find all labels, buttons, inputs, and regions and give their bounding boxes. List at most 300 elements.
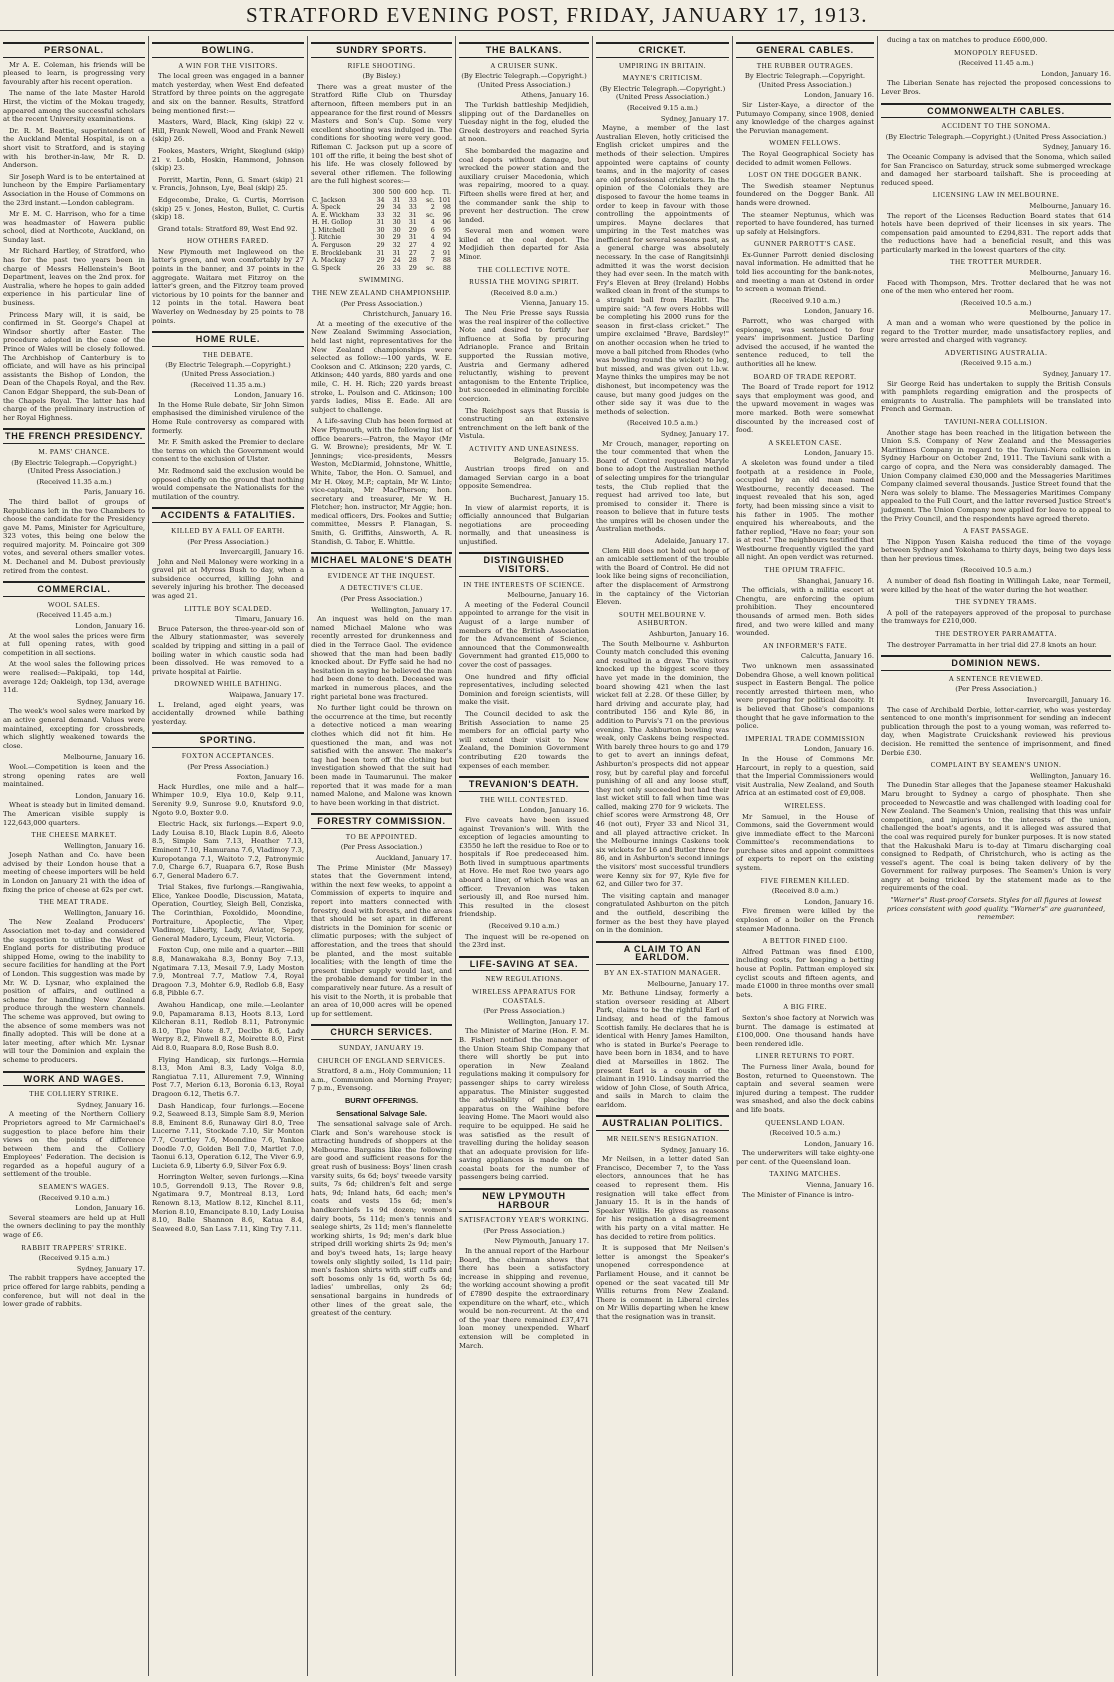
received-time: (Received 10.5 a.m.) <box>960 298 1032 307</box>
dateline: Bucharest, January 15. <box>509 493 589 502</box>
table-cell: 24 <box>392 256 401 265</box>
section-head-commercial: COMMERCIAL. <box>3 581 145 597</box>
table-cell: 32 <box>392 241 401 250</box>
subhead: WOMEN FELLOWS. <box>769 139 841 148</box>
dateline: Vienna, January 15. <box>521 299 589 308</box>
table-cell: 34 <box>376 195 385 204</box>
table-cell: 94 <box>442 233 451 242</box>
section-head-church: CHURCH SERVICES. <box>311 1024 452 1040</box>
table-cell: 34 <box>392 203 401 212</box>
score-header-cell: 600 <box>404 187 417 196</box>
table-cell: G. Speck <box>312 263 341 272</box>
section-head-general-cables: GENERAL CABLES. <box>736 42 874 58</box>
table-cell: 2 <box>430 248 435 257</box>
paragraph: A man and a woman who were questioned by the police in regard to the Trotter murder, made unsatisfactory replies, and were arrested and charged with vagrancy. <box>881 319 1111 345</box>
paragraph: Mr. F. Smith asked the Premier to declare the terms on which the Government would consent to the exclusion of Ulster. <box>152 438 304 464</box>
subhead: ADVERTISING AUSTRALIA. <box>944 348 1048 357</box>
paragraph: Wool.—Competition is keen and the strong opening rates are well maintained. <box>3 762 145 789</box>
subhead: KILLED BY A FALL OF EARTH. <box>171 526 285 535</box>
masthead: STRATFORD EVENING POST, FRIDAY, JANUARY 17, 1913. <box>0 0 1114 31</box>
subhead: COMPLAINT BY SEAMEN'S UNION. <box>930 761 1062 770</box>
table-cell: 32 <box>392 210 401 219</box>
paragraph: John and Neil Maloney were working in a gravel pit at Myross Bush to day, when a subsidence occurred, killing John and severely injuring his brother. The deceased was aged 21. <box>152 557 304 601</box>
table-cell: 95 <box>442 225 451 234</box>
paragraph: Wheat is steady but in limited demand. The American visible supply is 122,643,000 quarters. <box>3 801 145 827</box>
dateline: Auckland, January 17. <box>375 854 452 863</box>
subhead: BY AN EX-STATION MANAGER. <box>603 968 722 977</box>
dateline: Melbourne, January 16. <box>63 753 145 762</box>
section-head-balkans: THE BALKANS. <box>459 42 589 58</box>
table-cell: 31 <box>376 218 385 227</box>
paragraph: A Life-saving Club has been formed at New Plymouth, with the following list of office bearers:—Patron, the Mayor (Mr G. W. Browne); presidents, Mr W. T. Jennings; vice-presidents, Messrs Weston, McDiarmid, Johnstone, Whittle, White, Tabor, the Hon. O. Samuel, and Mr H. Okey, M.P.; captain, Mr W. Linto; vice-captain, Mr MacPherson; hon. secretary and treasurer, Mr W. H. Fletcher; hon. instructor, Mr Aggie; hon. medical officers, Drs. Fookes and Suttie; committee, Messrs P. Flanagan, S. Smith, G. Griffiths, Ainsworth, A. R. Standish, G. Tabor, E. Whittle. <box>311 417 452 546</box>
paragraph: A meeting of the Federal Council appointed to arrange for the visit in August of a large number of members of the British Association for the Advancement of Science, announced that the Commonwealth Government had granted £15,000 to cover the cost of passages. <box>459 600 589 669</box>
section-head-personal: PERSONAL. <box>3 42 145 58</box>
paragraph: Mr A. E. Coleman, his friends will be pleased to learn, is progressing very favourably after his recent operation. <box>3 60 145 86</box>
table-cell: 33 <box>392 263 401 272</box>
subhead: GUNNER PARROTT'S CASE. <box>753 240 857 249</box>
section-head-harbour: NEW LPYMOUTH HARBOUR <box>459 1188 589 1212</box>
paragraph: The Oceanic Company is advised that the Sonoma, which sailed for San Francisco on Saturday, struck some submerged wreckage and damaged her starboard tailshaft. She is proceeding at reduced speed. <box>881 152 1111 187</box>
subhead: DROWNED WHILE BATHING. <box>174 680 282 689</box>
column-4 <box>455 36 592 1676</box>
paragraph: The inquest will be re-opened on the 23rd inst. <box>459 932 589 950</box>
section-head-commonwealth: COMMONWEALTH CABLES. <box>881 103 1111 119</box>
received-time: (Received 10.5 a.m.) <box>769 1129 841 1138</box>
subhead: TAVIUNI-NERA COLLISION. <box>944 417 1048 426</box>
table-cell: sc. <box>425 195 435 204</box>
dateline: Melbourne, January 17. <box>1029 309 1111 318</box>
table-cell: 29 <box>376 203 385 212</box>
dateline: London, January 16. <box>75 622 145 631</box>
subhead: IN THE INTERESTS OF SCIENCE. <box>463 580 585 589</box>
dateline: Calcutta, January 16. <box>800 652 874 661</box>
paragraph: Alfred Pattman was fined £100, including costs, for keeping a betting house at Poplin. Pattman employed six cyclist scouts and fifteen agents, and made £1000 in three months over small bets. <box>736 947 874 999</box>
column-1 <box>0 36 148 1676</box>
subhead: THE WILL CONTESTED. <box>479 795 569 804</box>
score-header-cell: Tl. <box>442 187 451 196</box>
dateline: Vienna, January 16. <box>806 1181 874 1190</box>
subhead: WIRELESS APPARATUS FOR COASTALS. <box>472 988 576 1005</box>
table-cell: 29 <box>376 241 385 250</box>
paragraph: Austrian troops fired on and damaged Servian cargo in a boat opposite Semendrea. <box>459 465 589 491</box>
dateline: Foxton, January 16. <box>236 773 304 782</box>
paragraph: Another stage has been reached in the litigation between the Union S.S. Company of New Zealand and the Messageries Maritimes Company in regard to the Taviuni-Nera collision in Sydney Harbour on October 2nd, 1911. The Taviuni sank with a cargo of copra, and the Nera was considerably damaged. The Union Company claimed £30,000 and the Messageries Maritimes Company claimed several thousands. Justice Street found that the Nera was solely to blame. The Messageries Maritimes Company appealed to the Full Court, and the latter reversed Justice Street's judgment. The Union Company now applied for leave to appeal to the Privy Council, and the respondents have agreed thereto. <box>881 428 1111 523</box>
paragraph: Sir George Reid has undertaken to supply the British Consuls with pamphlets regarding emigration and the prospects of emigrants to Australia. The pamphlets will be translated into French and German. <box>881 379 1111 414</box>
column-2 <box>148 36 307 1676</box>
paragraph: Five firemen were killed by the explosion of a boiler on the French steamer Madonna. <box>736 907 874 933</box>
paragraph: Horrington Welter, seven furlongs.—Kina 10.5, Gorrendoll 9.13, The Rover 9.8, Ngatimara 9.7, Montreal 8.13, Lord Renown 8.13, Matlow 8.12, Kinchel 8.11, Merion 8.10, Emancipate 8.10, Lady Louisa 8.10, Balle Shannon 8.6, Katua 8.4, Seaweed 8.0, San Lass 7.11, King Try 7.11. <box>152 1173 304 1233</box>
subhead: MAYNE'S CRITICISM. <box>622 74 703 83</box>
table-cell: A. Speck <box>312 203 341 212</box>
credit-line: (Per Press Association.) <box>483 1007 565 1016</box>
section-head-sundry-sports: SUNDRY SPORTS. <box>311 42 452 58</box>
dateline: London, January 16. <box>519 806 589 815</box>
paragraph: She bombarded the magazine and coal depots without damage, but wrecked the power station and the auxiliary cruiser Macedonia, which was repairing, moored to a quay. Fifteen shells were fired at her, and the commander sank the ship to prevent her destruction. The crew landed. <box>459 146 589 224</box>
subhead: A WIN FOR THE VISITORS. <box>178 61 278 70</box>
paragraph: The destroyer Parramatta in her trial did 27.8 knots an hour. <box>887 640 1097 649</box>
table-cell: 96 <box>442 218 451 227</box>
dateline: Sydney, January 17. <box>1042 370 1111 378</box>
subhead: WIRELESS. <box>784 801 826 810</box>
section-head-trevanion: TREVANION'S DEATH. <box>459 776 589 792</box>
credit-line: (By Electric Telegraph.—Copyright.) (United Press Association.) <box>461 72 587 89</box>
dateline: Melbourne, January 16. <box>1029 269 1111 278</box>
paragraph: In the Home Rule debate, Sir John Simon emphasised the diminished virulence of the Home Rule controversy as compared with formerly. <box>152 400 304 435</box>
table-cell: 33 <box>408 203 417 212</box>
table-cell: A. Ferguson <box>312 241 352 250</box>
subhead: ACCIDENT TO THE SONOMA. <box>941 122 1051 131</box>
dateline: New Plymouth, January 17. <box>494 1237 589 1246</box>
table-cell: 31 <box>376 248 385 257</box>
dateline: Adelaide, January 17. <box>654 537 729 546</box>
paragraph: Edgecombe, Drake, G. Curtis, Morrison (skip) 25 v. Jones, Heston, Bullet, C. Curtis (skip) 18. <box>152 195 304 222</box>
subhead: LOST ON THE DOGGER BANK. <box>748 171 862 180</box>
dateline: Wellington, January 16. <box>64 841 145 850</box>
paragraph: No further light could be thrown on the occurrence at the time, but recently a detective noticed a man wearing clothes which did not fit him. He questioned the man, and was not satisfied with the answer. The maker's tag had been torn off the clothing but investigation showed that the suit had been made in Taumarunui. The maker reported that it was made for a man named Malone, and Malone was known to have been working in that district. <box>311 704 452 807</box>
dateline: Athens, January 16. <box>521 91 589 100</box>
table-cell: 4 <box>430 218 435 227</box>
table-cell: 7 <box>430 256 435 265</box>
table-cell: 30 <box>376 233 385 242</box>
table-cell: C. Jackson <box>312 195 346 204</box>
dateline: Melbourne, January 16. <box>1029 201 1111 210</box>
paragraph: Fookes, Masters, Wright, Skeglund (skip) 21 v. Lobb, Hoskin, Hammond, Johnson (skip) 23. <box>152 146 304 173</box>
section-head-malone: MICHAEL MALONE'S DEATH <box>311 552 452 568</box>
dateline: Invercargill, January 16. <box>219 548 304 557</box>
paragraph: Grand totals: Stratford 89, West End 92. <box>158 224 298 233</box>
paragraph: ducing a tax on matches to produce £600,000. <box>887 36 1048 44</box>
paragraph: Princess Mary will, it is said, be confirmed in St. George's Chapel at Windsor shortly after Easter. The procedure adopted in the case of the Prince of Wales will be closely followed. The Archbishop of Canterbury is to officiate, and will have as his principal assistants the Bishop of London, the Dean of the Chapels Royal, and the Rev. Canon Edgar Sheppard, the sub-Dean of the Chapels Royal. The latter has had charge of the preliminary instruction of her Royal Highness. <box>3 310 145 422</box>
dateline: Belgrade, January 15. <box>513 455 589 464</box>
advertisement: "Warner's" Rust-proof Corsets. Styles for all figures at lowest prices consistent with good quality. "Warner's" are guaranteed, remember. <box>886 896 1106 922</box>
table-cell: 29 <box>408 263 417 272</box>
paragraph: A meeting of the Northern Colliery Proprietors agreed to Mr Carmichael's suggestion to place before him their views on the points of difference between them and the Colliery Employees' Federation. The decision is regarded as a hopeful augury of a settlement of the trouble. <box>3 1110 145 1179</box>
subhead: THE COLLECTIVE NOTE. <box>477 265 571 274</box>
table-cell: 30 <box>392 218 401 227</box>
dateline: Melbourne, January 16. <box>507 591 589 600</box>
paragraph: A skeleton was found under a tiled footpath at a residence in Poole, occupied by an old man named Westbourne, recently deceased. The inquest revealed that his son, aged forty, had been missing since a visit to his father in 1905. The mother enquired his whereabouts, and the father replied, "Have no fear; your son is at rest." The neighbours testified that Westbourne frequently vigiled the yard all night. An open verdict was returned. <box>736 458 874 562</box>
paragraph: The Liberian Senate has rejected the proposed concessions to Lever Bros. <box>881 79 1111 96</box>
section-head-dominion: DOMINION NEWS. <box>881 655 1111 671</box>
credit-line: (By Electric Telegraph.—Copyright.) (United Press Association.) <box>599 84 726 102</box>
paragraph: Mayne, a member of the last Australian Eleven, hotly criticised the English cricket umpires and the methods of their selection. Umpires appointed were captains of county teams, and in the majority of cases are old professional cricketers. In the opinion of the Colonials they are disposed to favour the home teams in order to keep in favour with those controlling the appointments of umpires. Mayne declares that umpiring in the Test matches was inefficient for several seasons past, as a general charge was absolutely necessary. In the case of Rangitsinhji admitted it was the worst decision they had ever seen. In the match with Fry's Eleven at Brey (Ireland) Hobbs walked clean in front of the stumps to a straight ball from Hazlitt. The umpire said: "A few overs Hobbs will be completing his 2000 runs for the season in first-class cricket." The umpire exclaimed "Brave, Bardsley!" on another occasion when he tried to move a ball pitched from Rhodes (who was bowling round the wicket) to leg, but missed, and was given out l.b.w. Mayne thinks the umpires may be not dishonest, but incompetency was the cause, but many good judges on the other side say it was due to the methods of selection. <box>596 124 729 416</box>
subhead: HOW OTHERS FARED. <box>187 237 269 246</box>
score-body <box>311 197 452 273</box>
paragraph: Parrott, who was charged with espionage, was sentenced to four years' imprisonment. Justice Darling advised the accused, if he wanted the sentence reduced, to tell the authorities all he knew. <box>736 317 874 368</box>
dateline: London, January 15. <box>804 449 874 458</box>
table-cell: 2 <box>430 203 435 212</box>
paragraph: One hundred and fifty official representatives, including selected Dominion and foreign scientists, will make the visit. <box>459 672 589 707</box>
paragraph: The rabbit trappers have accepted the price offered for large rabbits, pending a conference, but will not deal in the lower grade of rabbits. <box>3 1274 145 1309</box>
dateline: Paris, January 16. <box>83 488 145 497</box>
table-row <box>311 265 452 273</box>
subhead: QUEENSLAND LOAN. <box>765 1118 845 1127</box>
credit-line: (Per Press Association.) <box>483 1226 565 1235</box>
received-time: (Received 9.15 a.m.) <box>960 359 1032 368</box>
credit-line: (By Electric Telegraph.—Copyright.) (United Press Association.) <box>165 361 291 378</box>
paragraph: Masters, Ward, Black, King (skip) 22 v. Hill, Frank Newell, Wood and Frank Newell (skip) 26. <box>152 118 304 144</box>
dateline: Wellington, January 17. <box>508 1017 589 1026</box>
paragraph: The Reichpost says that Russia is constructing an extensive entrenchment on the left bank of the Vistula. <box>459 406 589 441</box>
credit-line: (By Bisley.) <box>362 72 401 81</box>
paragraph: At the wool sales the prices were firm at full opening rates, with good competition in all sections. <box>3 631 145 657</box>
paragraph: The Neu Frie Presse says Russia was the real inspirer of the collective Note and desired to fortify her influence at Sofia by procuring Adrianople. France and Britain supported the Russian motive, Austria and Germany adhered reluctantly, wishing to prevent antagonism to the Entente Triplice, but succeeded in eliminating forcible coercion. <box>459 309 589 403</box>
dateline: Sydney, January 16. <box>76 697 145 706</box>
credit-line: (Per Press Association.) <box>340 595 423 604</box>
table-cell: 29 <box>392 233 401 242</box>
paragraph: Joseph Nathan and Co. have been advised by their London house that a meeting of cheese importers will be held in London on January 21 with the idea of fixing the price of cheese at 62s per cwt. <box>3 851 145 894</box>
dateline: Sydney, January 16. <box>1042 143 1111 152</box>
dateline: London, January 16. <box>234 391 304 400</box>
dateline: London, January 16. <box>75 791 145 800</box>
paragraph: The Furness liner Avala, bound for Boston, returned to Queenstown. The captain and several seamen were injured during a tempest. The rudder was smashed, and also the deck cabins and life boats. <box>736 1062 874 1114</box>
dateline: Christchurch, January 16. <box>362 310 452 319</box>
table-cell: 98 <box>442 203 451 212</box>
paragraph: Sir Lister-Kaye, a director of the Putumayo Company, since 1908, denied any knowledge of the charges against the Peruvian management. <box>736 100 874 135</box>
paragraph: Porritt, Martin, Penn, G. Smart (skip) 21 v. Francis, Johnson, Lye, Beal (skip) 25. <box>152 175 304 193</box>
paragraph: The New Zealand Producers' Association met to-day and considered the suggestion to utilise the West of England ports for distributing produce shipped Home, owing to the inability to secure facilities for handling at the Port of London. This suggestion was made by Mr. W. D. Lysnar, who explained the position of affairs, and outlined a scheme for handling New Zealand produce through the western channels. The scheme was approved, but owing to the absence of some members was not finally adopted. This will be done at a later meeting, after which Mr. Lysnar will tour the Dominion and explain the scheme to producers. <box>3 918 145 1064</box>
column-3 <box>307 36 455 1676</box>
paragraph: The visiting captain and manager congratulated Ashburton on the pitch and the outfield, describing the former as the best they have played on in the dominion. <box>596 891 729 935</box>
subhead: EVIDENCE AT THE INQUEST. <box>327 571 436 580</box>
table-cell: 29 <box>408 225 417 234</box>
paragraph: Several steamers are held up at Hull the owners declining to pay the monthly wage of £6. <box>3 1213 145 1240</box>
paragraph: Foxton Cup, one mile and a quarter.—Bill 8.8, Manawakaha 8.3, Bonny Boy 7.13, Ngatimara 7.13, Mesail 7.9, Lady Moston 7.9, Montreal 7.7, Matlow 7.4, Royal Dragoon 7.3, Mohter 6.9, Redlob 6.8, Easy 6.8, Pibble 6.7. <box>152 946 304 998</box>
paragraph: Stratford, 8 a.m., Holy Communion; 11 a.m., Communion and Morning Prayer; 7 p.m., Evensong. <box>311 1067 452 1093</box>
subhead: LITTLE BOY SCALDED. <box>184 604 272 613</box>
paragraph: Two unknown men assassinated Dobendra Ghose, a well known political suspect in Eastern Bengal. The police recently arrested thirteen men, who were preparing for political dacoity. It is believed that Ghose's companions thought that he gave information to the police. <box>736 662 874 731</box>
credit-line: (Per Press Association.) <box>340 299 423 308</box>
paragraph: Dr. R. M. Beattie, superintendent of the Auckland Mental Hospital, is on a short visit to Stratford, and is staying with his brother-in-law, Mr R. D. Anderson. <box>3 126 145 170</box>
subhead: A CRUISER SUNK. <box>490 61 558 70</box>
subhead: SWIMMING. <box>358 276 405 285</box>
paragraph: Trial Stakes, five furlongs.—Rangiwahia, Elice, Yankee Doodle, Discussion, Matata, Operation, Courtley, Sleigh Bell, Conziska, The Corinthian, Foxoldido, Moondine, Portraiture, Apoplectic, The Viper, Vladimoy, Liberty, Lady, Aviator, Sepoy, General Madero, Lyceum, Fleur, Victoria. <box>152 883 304 943</box>
paragraph: Sir Joseph Ward is to be entertained at luncheon by the Empire Parliamentary Association in the House of Commons on the 23rd instant.—London cablegram. <box>3 172 145 207</box>
section-head-home-rule: HOME RULE. <box>152 331 304 347</box>
paragraph: A number of dead fish floating in Willingah Lake, near Termeil, were killed by the heat of the water during the hot weather. <box>881 577 1111 594</box>
section-head-earldom: A CLAIM TO AN EARLDOM. <box>596 941 729 965</box>
paragraph: Dash Handicap, four furlongs.—Eocene 9.2, Seaweed 8.13, Simple Sam 8.9, Merion 8.8, Eminent 8.6, Runaway Girl 8.0, Tree Lucerne 7.11, Stockade 7.10, Sir Monton 7.7, Courtley 7.6, Moondine 7.6, Yankee Doodle 7.0, Golden Bell 7.0, Martlet 7.0, Taonui 6.13, Operation 6.12, The Viver 6.9, Lucieta 6.9, Liberty 6.9, Silver Fox 6.9. <box>152 1101 304 1170</box>
table-cell: A. Mackay <box>312 256 346 265</box>
received-time: (Received 10.5 a.m.) <box>960 566 1032 575</box>
paragraph: Bruce Paterson, the three-year-old son of the Albury stationmaster, was severely scalded by tripping and sitting in a pail of boiling water in which caustic soda had been dissolved. He was removed to a private hospital at Fairlie. <box>152 624 304 676</box>
paragraph: Mr. Redmond said the exclusion would be opposed chiefly on the ground that nothing would compensate the Nationalists for the mutilation of the country. <box>152 466 304 501</box>
received-time: (Received 11.45 a.m.) <box>958 59 1034 68</box>
paragraph: The officials, with a militia escort at Chengtu, are enforcing the opium prohibition. They encountered thousands of armed men. Both sides fired, and two were killed and many wounded. <box>736 586 874 638</box>
table-cell: 28 <box>408 256 417 265</box>
subhead: WOOL SALES. <box>47 600 101 609</box>
dateline: Sydney, January 17. <box>660 114 729 123</box>
subhead: THE RUBBER OUTRAGES. <box>756 61 854 70</box>
paragraph: At the wool sales the following prices were realised:—Pakipaki, top 14d, average 12d; Oakleigh, top 13d, average 11d. <box>3 660 145 695</box>
paragraph: An inquest was held on the man named Michael Malone who was recently arrested for drunkenness and died in the Terrace Gaol. The evidence showed that the man had been badly knocked about. Dr Fyffe said he had no hesitation in saying he believed the man had been done to death. Deceased was marked in numerous places, and the right parietal bone was fractured. <box>311 615 452 701</box>
table-cell: sc. <box>425 210 435 219</box>
paragraph: The sensational salvage sale of Arch. Clark and Son's warehouse stock is attracting hundreds of shoppers at the Melbourne. Bargains like the following are good and sufficient reasons for the great rush of business: Boys' linen crash varsity suits, 6s 6d; boys' tweede varsity suits, 7s 6d; children's felt and serge hats, 9d; Inland hats, 6d each; men's coats and vests 15s 6d; men's handkerchiefs 1s 9d dozen; women's dairy boots, 5s 11d; men's tennis and sealege shirts, 2s 11d; men's flannelette working shirts, 1s 9d; men's dark blue striped drill working shirts 2s 9d; men's and boy's tweed hats, 1s; large heavy towels only slightly soiled, 1s 11d pair; men's fashion shirts with stiff cuffs and soft bosoms only 1s 6d, worth 5s 6d; ladies' umbrellas, only 2s 6d; sensational bargains in hundreds of other lines of the great sale, the greatest of the century. <box>311 1120 452 1318</box>
paragraph: Mr. Bethune Lindsay, formerly a station overseer residing at Albert Park, claims to be the rightful Earl of Lindsay, and head of the famous Scottish family. He declares that he is identical with Henry James Hamilton, who is stated in Burke's Peerage to have been born in 1834, and to have died at Marseilles in 1862. The present Earl is a cousin of the claimant in 1910. Lindsay married the widow of John Close, of South Africa, and sails in March to claim the earldom. <box>596 989 729 1109</box>
received-time: (Received 8.0 a.m.) <box>490 288 558 297</box>
section-head-bowling: BOWLING. <box>152 42 304 58</box>
paragraph: Mr Neilsen, in a letter dated San Francisco, December 7, to the Yass electors, announces that he has ceased to represent them. His resignation will take effect from January 15. It is in the hands of Speaker Willis. He gives as reasons for his resignation a disagreement with his party on a vital matter. He has decided to retire from politics. <box>596 1155 729 1241</box>
paragraph: Several men and women were killed at the coal depot. The Medjidieh then departed for Asia Minor. <box>459 227 589 262</box>
subhead: BOARD OF TRADE REPORT. <box>753 372 857 381</box>
subhead: NEW REGULATIONS. <box>485 975 563 984</box>
paragraph: The week's wool sales were marked by an active general demand. Values were maintained, excepting for crossbreds, which slightly weakened towards the close. <box>3 707 145 750</box>
paragraph: It is supposed that Mr Neilsen's letter is amongst the Speaker's unopened correspondence at Parliament House, and it cannot be opened or the seat vacated till Mr Willis returns from New Zealand. There is comment in Liberal circles on Mr Willis departing when he knew that the resignation was in transit. <box>596 1244 729 1321</box>
subhead: LICENSING LAW IN MELBOURNE. <box>932 191 1060 200</box>
column-5 <box>592 36 732 1676</box>
dateline: London, January 16. <box>804 897 874 906</box>
subhead: MR NEILSEN'S RESIGNATION. <box>606 1135 719 1144</box>
table-cell: H. H. Gollop <box>312 218 353 227</box>
table-cell: 29 <box>376 256 385 265</box>
dateline: London, January 16. <box>1041 69 1111 78</box>
section-head-forestry: FORESTRY COMMISSION. <box>311 813 452 829</box>
received-time: (Received 8.0 a.m.) <box>771 887 839 896</box>
dateline: Invercargill, January 16. <box>1026 696 1111 704</box>
paragraph: Electric Hack, six furlongs.—Expert 9.0, Lady Louisa 8.10, Black Lupin 8.6, Aleeto 8.5, Simple Sam 7.13, Heather 7.13, Eminent 7.10, Hamurana 7.6, Vladimoy 7.3, Kuropotanga 7.1, Waitoto 7.2, Patronymic 7.0, Charge 6.7, Ruapara 6.7, Rose Bush 6.7, General Madero 6.7. <box>152 820 304 880</box>
dateline: London, January 16. <box>804 745 874 754</box>
paragraph: Mr Crouch, manager, reporting on the tour commented that when the Board of Control requested Maryle bone to adopt the Australian method of selecting umpires for the triangular tests, the Club replied that the request had arrived too late, but promised to consider it. There is reason to believe that in future tests the umpires will be chosen under the Australian methods. <box>596 439 729 534</box>
dateline: Wellington, January 16. <box>1030 771 1111 780</box>
paragraph: The Board of Trade report for 1912 says that employment was good, and the upward movement in wages was more marked. Both were somewhat discounted by the increased cost of food. <box>736 383 874 435</box>
subhead: CHURCH OF ENGLAND SERVICES. <box>317 1056 446 1065</box>
table-cell: 96 <box>442 210 451 219</box>
paragraph: Awahou Handicap, one mile.—Leolanter 9.0, Papamarama 8.13, Hoots 8.13, Lord Kilcheran 8.11, Redlob 8.11, Patronymic 8.10, Tipe Note 8.7, Declbo 8.6, Lady Werpy 8.2, Finwell 8.2, Moirette 8.0, First Aid 8.0, Ruapara 8.0, Rose Bush 8.0. <box>152 1001 304 1052</box>
column-7 <box>877 36 1114 1676</box>
dateline: London, January 16. <box>804 1139 874 1148</box>
paragraph: At a meeting of the executive of the New Zealand Swimming Association, held last night, representatives for the New Zealand championships were selected as follow:—100 yards, W. E. Cookson and C. Atkinson; 220 yards, C. Atkinson; 440 yards, 880 yards and one mile, C. H. H. Rich; 220 yards breast stroke, L. Poulson and C. Atkinson; 100 yards ladies, Miss E. Eade. All are subject to challenge. <box>311 319 452 414</box>
table-cell: 30 <box>392 225 401 234</box>
credit-line: By Electric Telegraph.—Copyright. (United Press Association.) <box>744 72 866 89</box>
table-cell: 88 <box>442 256 451 265</box>
table-cell: 31 <box>408 218 417 227</box>
paragraph: The Swedish steamer Neptunus foundered on the Dogger Bank. All hands were drowned. <box>736 181 874 207</box>
paragraph: The Royal Geographical Society has decided to admit women Fellows. <box>736 149 874 167</box>
paragraph: The case of Archibald Derbie, letter-carrier, who was yesterday sentenced to one month's imprisonment for sending an indecent publication through the post to a young woman, was referred to-day, when Magistrate Cruickshank reviewed his previous decision. He remitted the sentence of imprisonment, and fined Derbie £30. <box>881 705 1111 757</box>
paragraph: The Minister of Marine (Hon. F. M. B. Fisher) notified the manager of the Union Steam Ship Company that there will shortly be put into operation in New Zealand regulations making it compulsory for passenger ships to carry wireless apparatus. The Minister suggested the advisability of placing the apparatus on the Waihine before leaving Home. The Maori would also require to be equipped. He said he was satisfied as the result of travelling during the holiday season that an adequate provision for life-saving appliances is made on the coastal boats for the number of passengers being carried. <box>459 1027 589 1182</box>
paragraph: Ex-Gunner Parrott denied disclosing naval information. He admitted that he told lies accounting for the bank-notes, and meeting a man at Ostend in order to screen a woman friend. <box>736 250 874 294</box>
dateline: Wellington, January 17. <box>371 605 452 614</box>
dateline: Ashburton, January 16. <box>649 630 729 638</box>
section-head-sporting: SPORTING. <box>152 732 304 748</box>
paragraph: Mr Samuel, in the House of Commons, said the Government would give immediate effect to the Marconi Committee's recommendations to purchase sites and appoint committees of experts to report on the existing system. <box>736 812 874 873</box>
credit-line: (By Electric Telegraph.—Copyright.) (United Press Association.) <box>885 132 1107 141</box>
table-cell: 92 <box>442 241 451 250</box>
subhead: THE TROTTER MURDER. <box>950 258 1042 267</box>
subhead: MONOPOLY REFUSED. <box>954 48 1038 57</box>
subhead: RABBIT TRAPPERS' STRIKE. <box>21 1243 127 1252</box>
table-cell: 26 <box>376 263 385 272</box>
subhead: TAXING MATCHES. <box>769 1170 841 1179</box>
table-cell: 101 <box>438 195 451 204</box>
paragraph: A poll of the ratepayers approved of the proposal to purchase the tramways for £210,000. <box>881 608 1111 626</box>
subhead: A BETTOR FINED £100. <box>762 937 848 946</box>
subhead: TO BE APPOINTED. <box>345 832 418 841</box>
subhead: RIFLE SHOOTING. <box>347 61 416 70</box>
credit-line: (Per Press Association.) <box>340 843 423 852</box>
subhead: LINER RETURNS TO PORT. <box>755 1052 855 1061</box>
table-cell: 31 <box>408 233 417 242</box>
subhead: A BIG FIRE. <box>783 1003 827 1012</box>
paragraph: There was a great muster of the Stratford Rifle Club on Thursday afternoon, fifteen members put in an appearance for the first round of Messrs Masters and Son's Cup. Some very excellent shooting was indulged in. The conditions for shooting were very good. Rifleman C. Jackson put up a score of 101 off the rifle, it being the best shot of his life. He was closely followed by several other riflemen. The following are the full highest scores:— <box>311 82 452 186</box>
dateline: Sydney, January 17. <box>660 429 729 438</box>
section-head-cricket: CRICKET. <box>596 42 729 58</box>
paragraph: The underwriters will take eighty-one per cent. of the Queensland loan. <box>736 1149 874 1166</box>
paragraph: The Prime Minister (Mr Massey) states that the Government intend, within the next few weeks, to appoint a Commission of experts to inquire and report into matters connected with forestry, deal with forests, and the areas that should be set apart in different districts in the Dominion for scenic or climatic purposes; with the subject of afforestation, and the trees that should be planted, and the most suitable localities; with the length of time the present timber supply would last, and the probable demand for timber in the comparatively near future. As a result of his visit to the North, it is probable that an area of 10,000 acres will be opened up for settlement. <box>311 863 452 1018</box>
column-6 <box>732 36 877 1676</box>
paragraph: The Turkish battleship Medjidieh, slipping out of the Dardanelles on Tuesday night in the fog, eluded the Greek destroyers and reached Syria at noon. <box>459 100 589 144</box>
subhead: FOXTON ACCEPTANCES. <box>181 751 275 760</box>
paragraph: The local green was engaged in a banner match yesterday, when West End defeated Stratford by three points on the aggregate and six on the banner. Results, Stratford being mentioned first:— <box>152 72 304 115</box>
score-header-cell: 500 <box>388 187 401 196</box>
subhead: THE COLLIERY STRIKE. <box>29 1090 119 1099</box>
received-time: (Received 9.15 a.m.) <box>627 103 698 112</box>
paragraph: In view of alarmist reports, it is officially announced that Bulgarian negotiations are proceeding normally, and that uneasiness is unjustified. <box>459 503 589 546</box>
section-head-visitors: DISTINGUISHED VISITORS. <box>459 552 589 576</box>
section-head-politics: AUSTRALIAN POLITICS. <box>596 1115 729 1131</box>
received-time: (Received 11.45 a.m.) <box>36 611 112 620</box>
received-time: (Received 10.5 a.m.) <box>627 419 698 428</box>
subhead: THE MEAT TRADE. <box>38 898 110 907</box>
subhead: A SKELETON CASE. <box>768 438 842 447</box>
subhead: M. PAMS' CHANCE. <box>38 447 110 456</box>
score-header-cell: hcp. <box>421 187 435 196</box>
table-cell: 31 <box>408 210 417 219</box>
table-cell: 27 <box>408 248 417 257</box>
table-cell: 6 <box>430 225 435 234</box>
dateline: Shanghai, January 16. <box>797 576 874 585</box>
rifle-score-table <box>311 189 452 273</box>
paragraph: Mr Richard Hartley, of Stratford, who has for the past two years been in charge of Messrs Hellenstein's Boot Department, leaves on the 2nd prox. for Australia, where he hopes to gain added experience in his particular line of business. <box>3 247 145 308</box>
table-cell: 30 <box>376 225 385 234</box>
paragraph: Faced with Thompson, Mrs. Trotter declared that he was not one of the men who entered her room. <box>881 278 1111 296</box>
dateline: Sydney, January 17. <box>76 1264 145 1273</box>
subhead: SATISFACTORY YEAR'S WORKING. <box>459 1216 589 1225</box>
credit-line: (Per Press Association.) <box>187 537 269 546</box>
subhead: A FAST PASSAGE. <box>963 527 1029 536</box>
section-head-work: WORK AND WAGES. <box>3 1071 145 1087</box>
table-cell: 33 <box>408 195 417 204</box>
section-head-lifesaving: LIFE-SAVING AT SEA. <box>459 956 589 972</box>
paragraph: The name of the late Master Harold Hirst, the victim of the Mokau tragedy, appeared among the successful scholars at the recent University examinations. <box>3 89 145 124</box>
subhead: THE CHEESE MARKET. <box>31 831 117 840</box>
subhead: RUSSIA THE MOVING SPIRIT. <box>469 278 579 287</box>
received-time: (Received 9.15 a.m.) <box>38 1254 110 1263</box>
subhead: A SENTENCE REVIEWED. <box>948 674 1044 683</box>
subhead: Sensational Salvage Sale. <box>336 1108 427 1118</box>
dateline: Wellington, January 16. <box>64 908 145 917</box>
dateline: London, January 16. <box>804 307 874 316</box>
subhead: THE DEBATE. <box>202 350 254 359</box>
subhead: THE DESTROYER PARRAMATTA. <box>935 630 1057 639</box>
paragraph: The report of the Licenses Reduction Board states that 614 hotels have been deprived of their licenses in six years. The compensation paid amounted to £294,831. The report adds that the reductions have had a beneficial result, and this was particularly marked in the lowest quarters of the city. <box>881 211 1111 254</box>
paragraph: The Minister of Finance is intro- <box>742 1190 854 1199</box>
table-cell: J. Mitchell <box>312 225 345 234</box>
subhead: SUNDAY, JANUARY 19. <box>338 1043 425 1052</box>
paragraph: The steamer Neptunus, which was reported to have foundered, has turned up safely at Helsingfors. <box>736 210 874 236</box>
table-cell: sc. <box>425 263 435 272</box>
paragraph: Flying Handicap, six furlongs.—Hermia 8.13, Mon Ami 8.3, Lady Volga 8.0, Rangiatua 7.11, Allurement 7.9, Winning Post 7.7, Merion 6.13, Boronia 6.13, Royal Dragoon 6.12, Thetis 6.7. <box>152 1055 304 1098</box>
paragraph: New Plymouth met Ingleweod on the latter's green, and won comfortably by 27 points in the banner, and 37 points in the aggregate. Waitara met Fitzroy on the latter's green, and the Fitzroy team proved victorious by 10 points for the banner and 12 points in the total. Hawera beat Waverley on Wednesday by 25 points to 78 points. <box>152 247 304 325</box>
dateline: Sydney, January 16. <box>660 1145 729 1154</box>
subhead: SOUTH MELBOURNE V. ASHBURTON. <box>618 610 707 628</box>
paragraph: Hack Hurdles, one mile and a half—Whimper 10.9, Elya 10.0, Kelp 9.11, Serenity 9.9, Sunrose 9.0, Knutsford 9.0, Ngoto 9.0, Boxter 9.0. <box>152 782 304 817</box>
dateline: London, January 16. <box>804 91 874 100</box>
dateline: Sydney, January 16. <box>76 1100 145 1109</box>
credit-line: (Per Press Association.) <box>955 685 1037 694</box>
paragraph: Five caveats have been issued against Trevanion's will. With the exception of legacies amounting to £3550 he left the residue to Roe or to hospitals if Roe predeceased him. Both lived in sumptuous apartments at Hove. He met Roe two years ago aboard a liner, of which Roe was an officer. Trevanion was taken seriously ill, and Roe nursed him. This resulted in the closest friendship. <box>459 815 589 919</box>
paragraph: The Dunedin Star alleges that the Japanese steamer Hakushaki Maru brought to Sydney a cargo of phosphate. Then she proceeded to Newcastle and was challenged with loading coal for New Zealand. The Seamen's Union, realising that this was unfair competition, and injurious to the interests of the union, challenged the boat's agents, and it is alleged was assured that the coal was required purely for bunker purposes. It is now stated that the Hakushaki Maru is to-day at Timaru discharging coal consigned to Redpath, of Christchurch, who is acting as the vessel's agent. The coal is being taken delivery of by the Government for railway purposes. The Seamen's Union is very angry at being tricked by the statement made as to the requirements of the coal. <box>881 781 1111 893</box>
